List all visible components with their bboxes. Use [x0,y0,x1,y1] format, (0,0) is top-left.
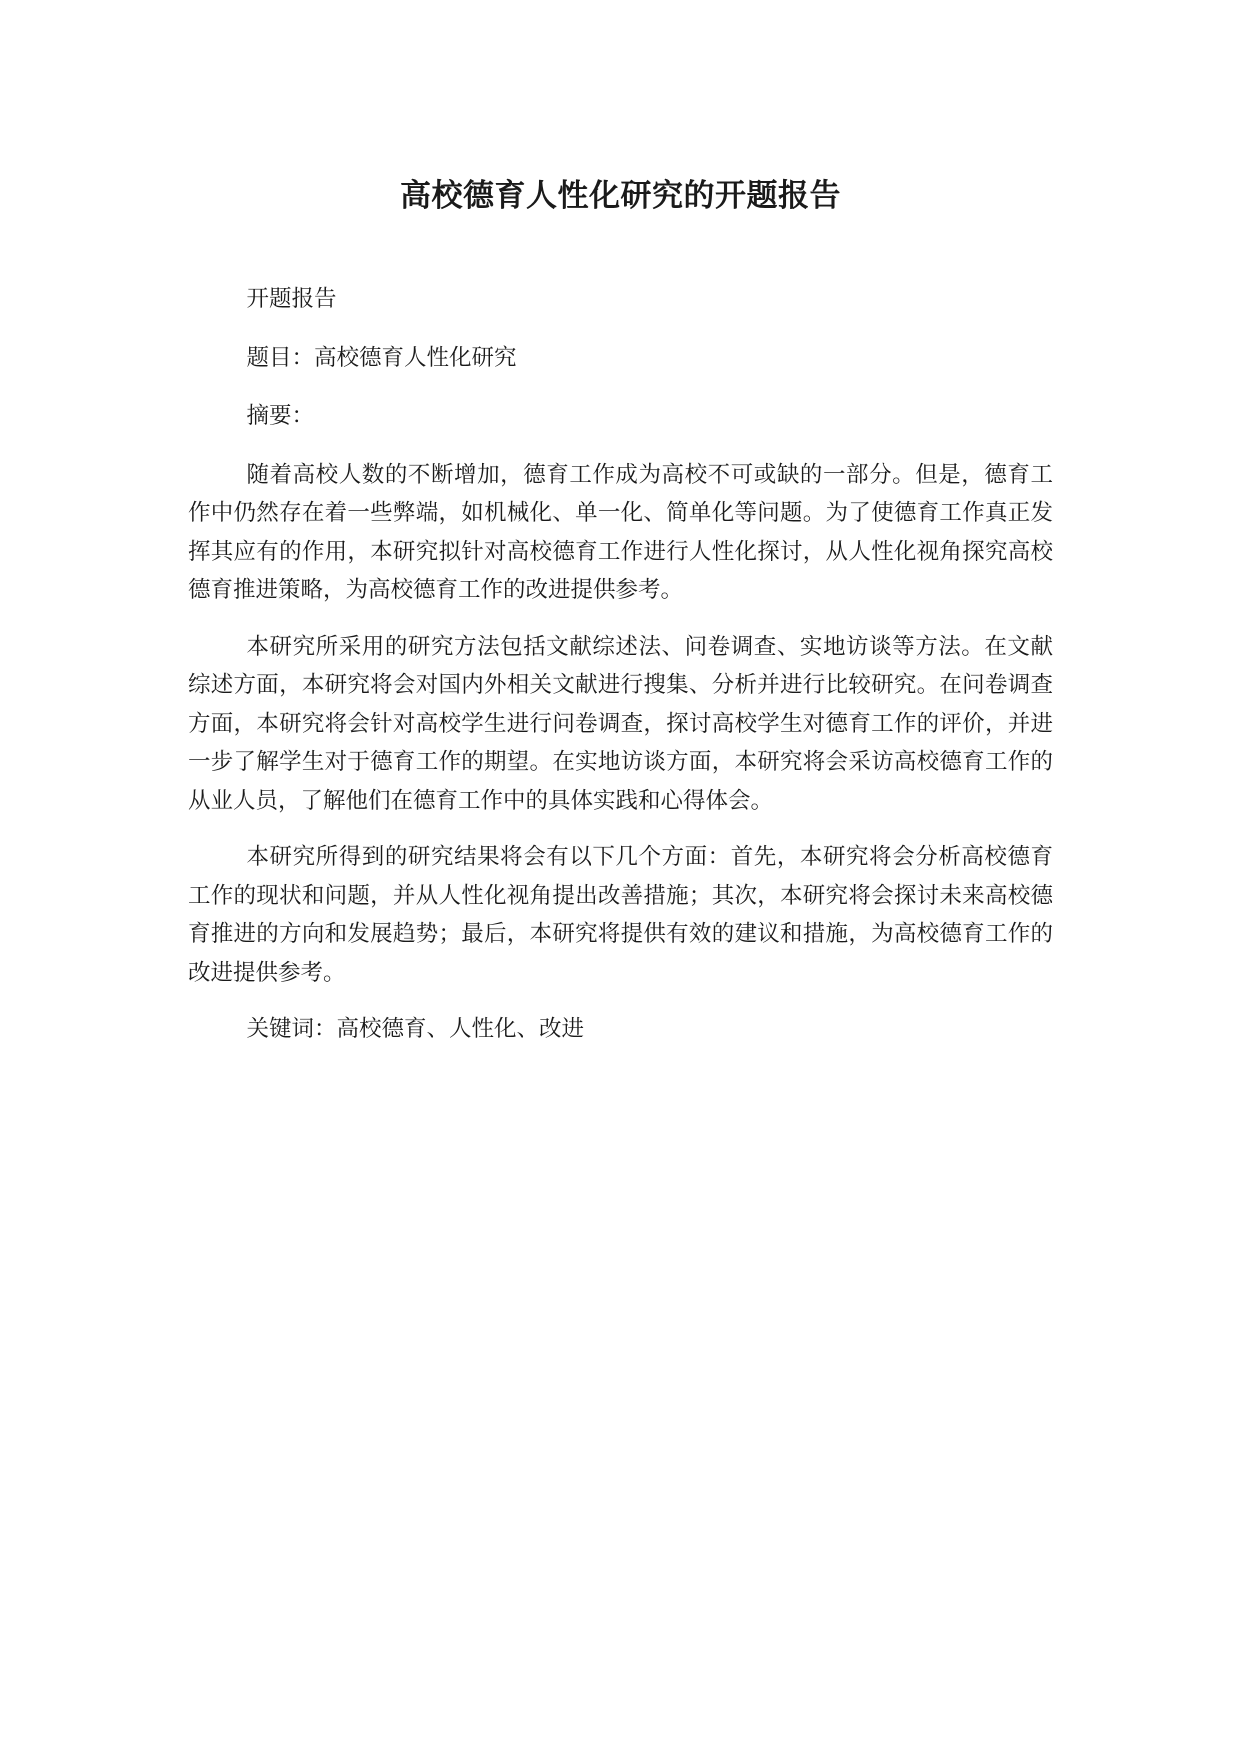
document-title: 高校德育人性化研究的开题报告 [400,178,841,214]
paragraph-methods: 本研究所采用的研究方法包括文献综述法、问卷调查、实地访谈等方法。在文献综述方面，本研究将会对国内外相关文献进行搜集、分析并进行比较研究。在问卷调查方面，本研究将会针对高校学生进行问卷调查，探讨高校学生对德育工作的评价，并进一步了解学生对于德育工作的期望。在实地访谈方面，本研究将会采访高校德育工作的从业人员，了解他们在德育工作中的具体实践和心得体会。 [188,633,1053,814]
paragraph-results: 本研究所得到的研究结果将会有以下几个方面：首先，本研究将会分析高校德育工作的现状和问题，并从人性化视角提出改善措施；其次，本研究将会探讨未来高校德育推进的方向和发展趋势；最后，本研究将提供有效的建议和措施，为高校德育工作的改进提供参考。 [188,844,1053,986]
keywords-line: 关键词：高校德育、人性化、改进 [246,1016,585,1042]
topic-line: 题目：高校德育人性化研究 [246,344,517,371]
abstract-heading: 摘要： [246,403,315,429]
paragraph-background: 随着高校人数的不断增加，德育工作成为高校不可或缺的一部分。但是，德育工作中仍然存在着一些弊端，如机械化、单一化、简单化等问题。为了使德育工作真正发挥其应有的作用，本研究拟针对高校德育工作进行人性化探讨，从人性化视角探究高校德育推进策略，为高校德育工作的改进提供参考。 [188,461,1053,603]
section-heading-report: 开题报告 [246,286,337,312]
document-body [188,280,1053,1067]
